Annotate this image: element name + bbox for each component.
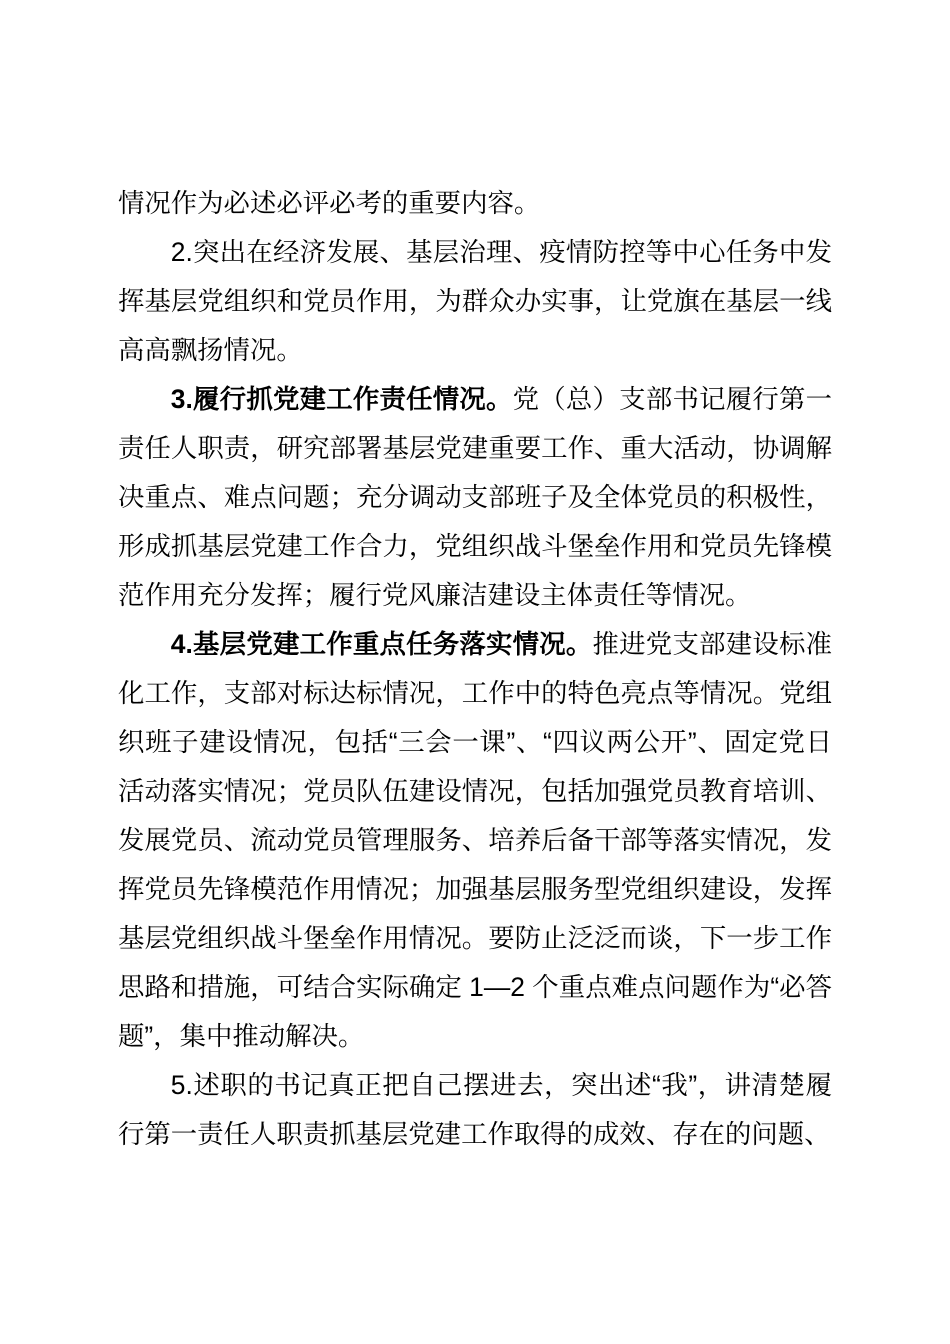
paragraph-4 — [118, 620, 832, 1061]
paragraph-1 — [118, 179, 832, 228]
paragraph-text: 5.述职的书记真正把自己摆进去，突出述“我”，讲清楚履行第一责任人职责抓基层党建工作取得的成效、存在的问题、 — [118, 1070, 832, 1149]
paragraph-3 — [118, 375, 832, 620]
paragraph-lead-bold: 4.基层党建工作重点任务落实情况。 — [170, 629, 593, 659]
paragraph-text: 党（总）支部书记履行第一责任人职责，研究部署基层党建重要工作、重大活动，协调解决重点、难点问题；充分调动支部班子及全体党员的积极性，形成抓基层党建工作合力，党组织战斗堡垒作用和党员先锋模范作用充分发挥；履行党风廉洁建设主体责任等情况。 — [118, 384, 833, 610]
paragraph-text: 情况作为必述必评必考的重要内容。 — [118, 188, 541, 218]
paragraph-lead-bold: 3.履行抓党建工作责任情况。 — [170, 384, 513, 414]
paragraph-text: 2.突出在经济发展、基层治理、疫情防控等中心任务中发挥基层党组织和党员作用，为群众办实事，让党旗在基层一线高高飘扬情况。 — [118, 237, 832, 365]
paragraph-2 — [118, 228, 832, 375]
document-body — [118, 179, 832, 1159]
paragraph-text: 推进党支部建设标准化工作，支部对标达标情况，工作中的特色亮点等情况。党组织班子建设情况，包括“三会一课”、“四议两公开”、固定党日活动落实情况；党员队伍建设情况，包括加强党员教育培训、发展党员、流动党员管理服务、培养后备干部等落实情况，发挥党员先锋模范作用情况；加强基层服务型党组织建设，发挥基层党组织战斗堡垒作用情况。要防止泛泛而谈，下一步工作思路和措施，可结合实际确定 1—2 个重点难点问题作为“必答题”，集中推动解决。 — [118, 629, 832, 1051]
paragraph-5 — [118, 1061, 832, 1159]
